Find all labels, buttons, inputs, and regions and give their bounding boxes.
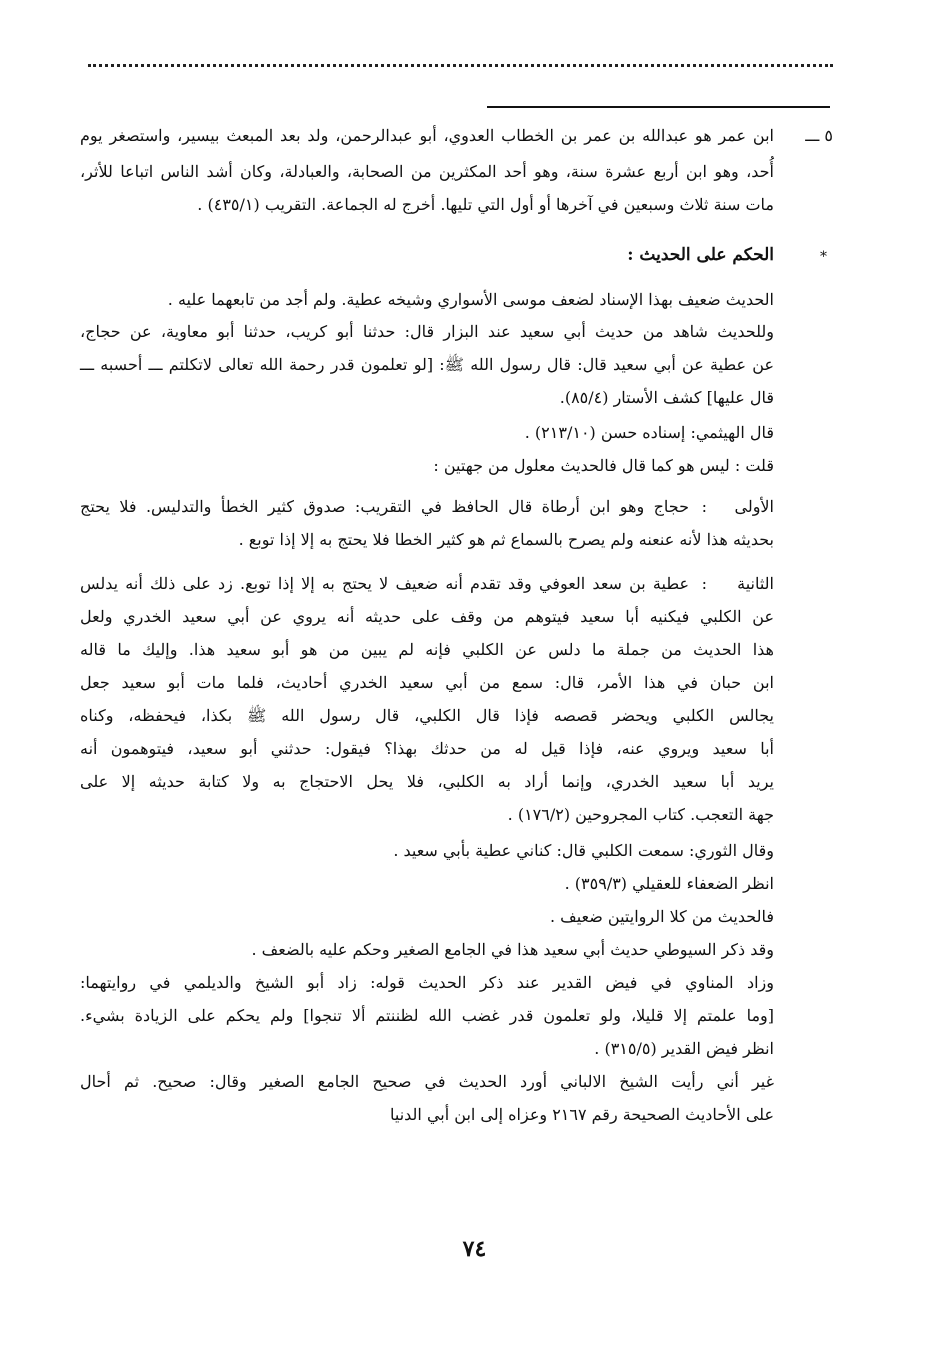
footnote-line: ابن عمر هو عبدالله بن عمر بن الخطاب العدوي، أبو عبدالرحمن، ولد بعد المبعث بيسير، واستصغر يوم <box>80 126 774 145</box>
paragraph-line: الحديث ضعيف بهذا الإسناد لضعف موسى الأسواري وشيخه عطية. ولم أجد من تابعهما عليه . <box>167 290 774 309</box>
section-marker: * <box>820 249 827 265</box>
closing-line: على الأحاديث الصحيحة رقم ٢١٦٧ وعزاه إلى ابن أبي الدنيا <box>389 1105 774 1124</box>
paragraph-line: قال عليها] كشف الأستار (٨٥/٤). <box>559 388 774 407</box>
page-number: ٧٤ <box>462 1236 487 1262</box>
paragraph-line: قال الهيثمي: إسناده حسن (٢١٣/١٠) . <box>524 423 774 442</box>
paragraph-line: عن عطية عن أبي سعيد قال: قال رسول الله ﷺ: [لو تعلمون قدر رحمة الله تعالى لاتكلتم ـــ أحسبه ـــ <box>80 355 774 374</box>
second-reason-line: عطية بن سعد العوفي وقد تقدم أنه ضعيف لا يحتج به إلا إذا توبع. زد على ذلك أنه يدلس <box>80 574 689 593</box>
first-reason-colon: : <box>701 497 707 516</box>
first-reason-line: بحديثه هذا لأنه عنعنه ولم يصرح بالسماع ثم هو كثير الخطا فلا يحتج به إلا إذا توبع . <box>238 530 774 549</box>
closing-line: وقال الثوري: سمعت الكلبي قال: كناني عطية بأبي سعيد . <box>393 841 774 860</box>
second-reason-line: جهة التعجب. كتاب المجروحين (١٧٦/٢) . <box>507 805 774 824</box>
closing-line: انظر الضعفاء للعقيلي (٣٥٩/٣) . <box>564 874 774 893</box>
closing-line: وزاد المناوي في فيض القدير عند ذكر الحديث قوله: زاد أبو الشيخ والديلمي في روايتهما: <box>80 973 774 992</box>
second-reason-line: يجالس الكلبي ويحضر قصصه فإذا قال الكلبي، قال رسول الله ﷺ بكذا، فيحفظه، وكناه <box>80 706 774 725</box>
second-reason-line: هذا الحديث من جملة ما دلس عن الكلبي فإنه لم يبين من هو أبو سعيد هذا. وإليك ما قاله <box>80 640 774 659</box>
first-reason-line: حجاج وهو ابن أرطاة قال الحافظ في التقريب: صدوق كثير الخطأ والتدليس. فلا يحتج <box>80 497 689 516</box>
footnote-line: مات سنة ثلاث وسبعين في آخرها أو أول التي تليها. أخرج له الجماعة. التقريب (٤٣٥/١) . <box>197 195 774 214</box>
section-heading: الحكم على الحديث : <box>627 245 774 265</box>
closing-line: غير أني رأيت الشيخ الالباني أورد الحديث في صحيح الجامع الصغير وقال: صحيح. ثم أحال <box>80 1072 774 1091</box>
first-reason-label: الأولى <box>734 497 774 516</box>
closing-line: وقد ذكر السيوطي حديث أبي سعيد هذا في الجامع الصغير وحكم عليه بالضعف . <box>251 940 774 959</box>
second-reason-line: ابن حبان في هذا الأمر، قال: سمع من أبي سعيد الخدري أحاديث، فلما مات أبو سعيد جعل <box>80 673 774 692</box>
second-reason-line: يريد أبا سعيد الخدري، وإنما أراد به الكلبي، فلا يحل الاحتجاج به ولا كتابة حديثه إلا على <box>80 772 774 791</box>
second-reason-label: الثانية <box>737 574 774 593</box>
paragraph-line: قلت : ليس هو كما قال فالحديث معلول من جهتين : <box>433 456 774 475</box>
closing-line: فالحديث من كلا الروايتين ضعيف . <box>549 907 774 926</box>
second-reason-colon: : <box>701 574 707 593</box>
footnote-line: أُحد، وهو ابن أربع عشرة سنة، وهو أحد المكثرين من الصحابة، والعبادلة، وكان أشد الناس اتباعا للأثر، <box>80 162 774 181</box>
second-reason-line: عن الكلبي فيكنيه أبا سعيد فيتوهم من وقف على حديثه أنه يروي عن أبي سعيد الخدري ولعل <box>80 607 774 626</box>
footnote-rule <box>487 106 830 108</box>
paragraph-line: وللحديث شاهد من حديث أبي سعيد عند البزار قال: حدثنا أبو كريب، حدثنا أبو معاوية، عن حجاج، <box>80 322 774 341</box>
closing-line: انظر فيض القدير (٣١٥/٥) . <box>594 1039 774 1058</box>
footnote-number: ٥ ـــ <box>805 126 833 145</box>
closing-line: [وما علمتم إلا قليلا، ولو تعلمون قدر غضب الله لظننتم ألا تنجوا] ولم يحكم على الزيادة بشيء. <box>80 1006 774 1025</box>
top-dotted-divider <box>88 64 833 67</box>
second-reason-line: أبا سعيد ويروي عنه، فإذا قيل له من حدثك بهذا؟ فيقول: حدثني أبو سعيد، فيتوهمون أنه <box>80 739 774 758</box>
